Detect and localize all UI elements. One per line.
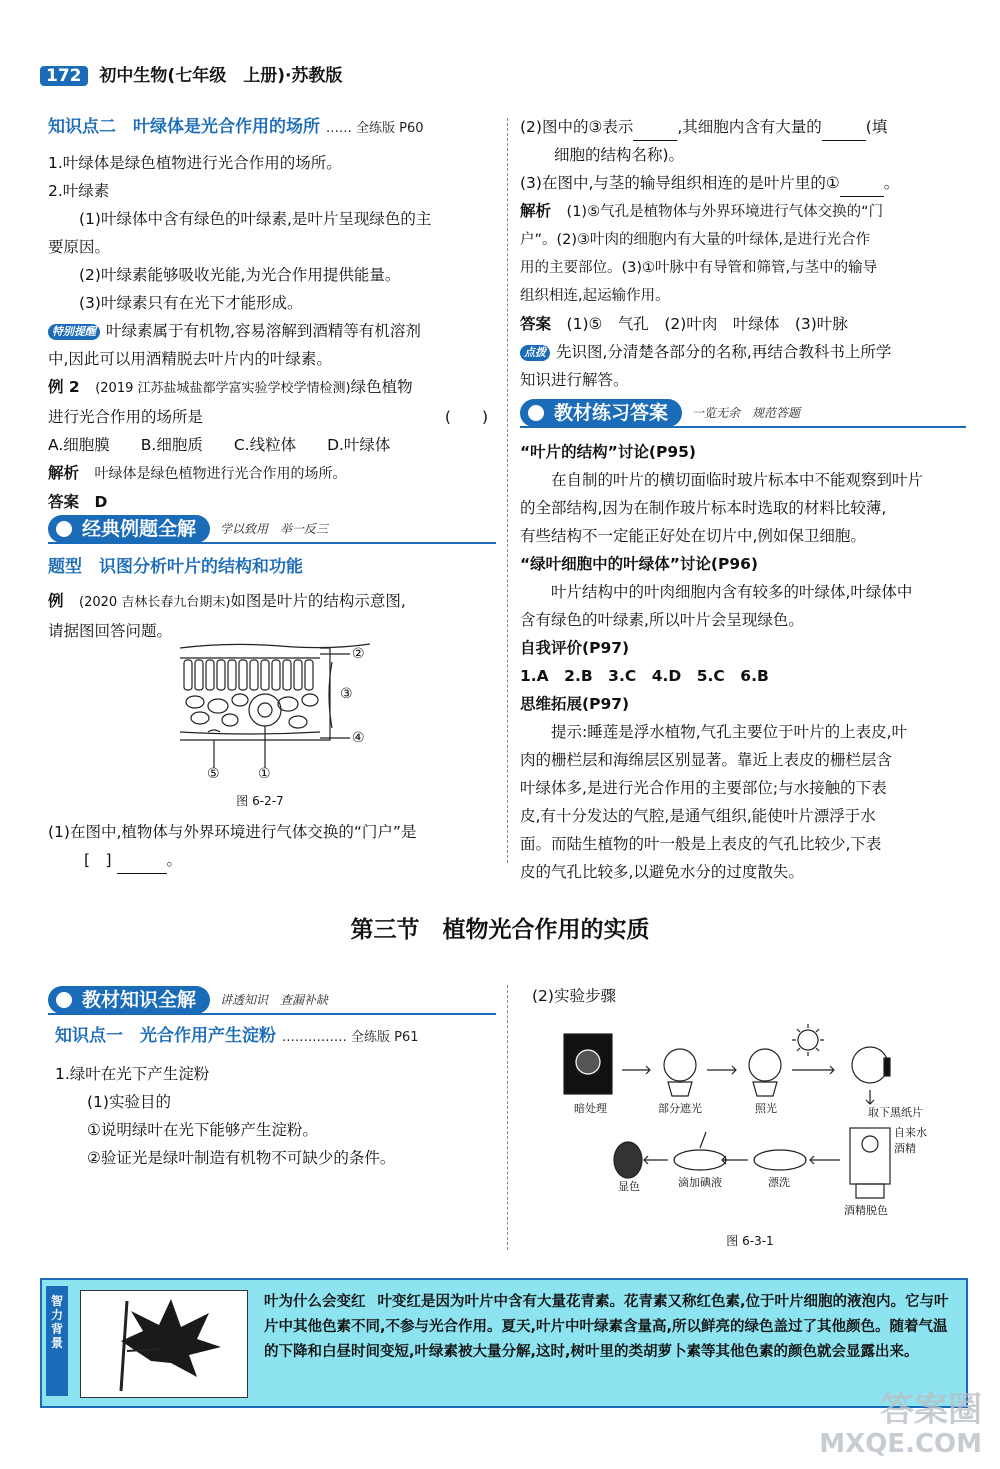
step-label-decolor: 酒精脱色 <box>844 1204 888 1217</box>
special-tip: 特别提醒 叶绿素属于有机物,容易溶解到酒精等有机溶剂 <box>48 317 498 345</box>
question-3: (3)在图中,与茎的输导组织相连的是叶片里的① 。 <box>520 169 965 197</box>
question-type-title: 题型 识图分析叶片的结构和功能 <box>48 557 303 577</box>
self-eval-title: 自我评价(P97) <box>520 639 630 657</box>
right-column <box>520 113 965 394</box>
step-label-light: 照光 <box>755 1102 777 1115</box>
knowledge-point-1-title: 知识点一 光合作用产生淀粉 …………… 全练版 P61 <box>55 1026 419 1046</box>
step-label-alcohol: 酒精 <box>894 1142 916 1155</box>
step-label-rinse: 漂洗 <box>768 1176 790 1189</box>
experiment-steps-diagram <box>550 1020 940 1225</box>
textbook-exercise-banner: 教材练习答案 一览无余 规范答题 <box>520 398 800 428</box>
analysis: 解析 (1)⑤气孔是植物体与外界环境进行气体交换的“门 <box>520 202 884 220</box>
fig-label-2: ② <box>352 646 365 662</box>
kp2-line-1: 1.叶绿体是绿色植物进行光合作用的场所。 <box>48 154 342 172</box>
self-eval-answers: 1.A 2.B 3.C 4.D 5.C 6.B <box>520 667 769 685</box>
side-tag: 智力背景 <box>46 1286 68 1396</box>
textbook-knowledge-banner: 教材知识全解 讲透知识 查漏补缺 <box>48 985 328 1015</box>
book-title: 初中生物(七年级 上册)·苏教版 <box>99 66 343 86</box>
figure-caption-631: 图 6-3-1 <box>726 1234 774 1248</box>
classic-examples-banner: 经典例题全解 学以致用 举一反三 <box>48 514 328 544</box>
kp2-line-2: 2.叶绿素 <box>48 182 110 200</box>
step-label-color: 显色 <box>618 1180 640 1193</box>
fig-label-3: ③ <box>340 686 353 702</box>
kp2-line-3b: 要原因。 <box>48 238 111 256</box>
question-2-cont: 细胞的结构名称)。 <box>554 146 685 164</box>
banner-underline <box>48 542 496 544</box>
example-2-question-cont: 进行光合作用的场所是 ( ) <box>48 408 488 426</box>
banner-underline <box>520 426 966 428</box>
discussion-1-title: “叶片的结构”讨论(P95) <box>520 443 696 461</box>
analysis-4: 组织相连,起运输作用。 <box>520 288 670 304</box>
question-2: (2)图中的③表示 ,其细胞内含有大量的 (填 <box>520 113 965 141</box>
background-knowledge-text: 叶为什么会变红 叶变红是因为叶片中含有大量花青素。花青素又称红色素,位于叶片细胞的液泡内。它与叶片中其他色素不同,不参与光合作用。夏天,叶片中叶绿素含量高,所以鲜亮的绿色盖过了其他颜色。随着气温的下降和白昼时间变短,叶绿素被大量分解,这时,树叶里的类胡萝卜素等其他色素的颜色就会显露出来。 <box>264 1294 949 1360</box>
fig-label-5: ⑤ <box>207 766 220 778</box>
knowledge-point-2-title: 知识点二 叶绿体是光合作用的场所 …… 全练版 P60 <box>48 117 424 137</box>
page-header <box>40 62 342 90</box>
analysis-2: 户”。(2)③叶肉的细胞内有大量的叶绿体,是进行光合作 <box>520 232 871 248</box>
column-divider-top <box>507 118 508 863</box>
example-2-analysis: 解析 叶绿体是绿色植物进行光合作用的场所。 <box>48 464 347 482</box>
step-label-partial-shade: 部分遮光 <box>658 1102 702 1115</box>
kp2-line-4: (2)叶绿素能够吸收光能,为光合作用提供能量。 <box>79 266 401 284</box>
dianbo-cont: 知识进行解答。 <box>520 371 629 389</box>
special-tip-tag: 特别提醒 <box>48 324 100 340</box>
step-label-tap-water: 自来水 <box>894 1126 927 1139</box>
step-label-iodine: 滴加碘液 <box>678 1176 722 1189</box>
analysis-3: 用的主要部位。(3)①叶脉中有导管和筛管,与茎中的输导 <box>520 260 878 276</box>
left-column-lower <box>48 553 498 645</box>
example-question: 例 (2020 吉林长春九台期末)如图是叶片的结构示意图, <box>48 592 406 610</box>
example-2-options: A.细胞膜 B.细胞质 C.线粒体 D.叶绿体 <box>48 436 391 454</box>
fig-label-4: ④ <box>352 730 365 746</box>
question-1: (1)在图中,植物体与外界环境进行气体交换的“门户”是 [ ] 。 <box>48 818 503 874</box>
kp2-line-3a: (1)叶绿体中含有绿色的叶绿素,是叶片呈现绿色的主 <box>79 210 432 228</box>
answer: 答案 (1)⑤ 气孔 (2)叶肉 叶绿体 (3)叶脉 <box>520 315 848 333</box>
left-column <box>48 113 498 516</box>
example-2-question: 例 2 (2019 江苏盐城盐都学富实验学校学情检测)绿色植物 <box>48 378 413 396</box>
example-question-cont: 请据图回答问题。 <box>48 622 173 640</box>
fig-label-1: ① <box>258 766 271 778</box>
maple-leaf-image <box>80 1290 248 1398</box>
leaf-structure-diagram <box>170 640 370 778</box>
section-title: 第三节 植物光合作用的实质 <box>350 917 650 943</box>
kp2-line-5: (3)叶绿素只有在光下才能形成。 <box>79 294 303 312</box>
figure-caption-627: 图 6-2-7 <box>236 794 284 808</box>
example-2-answer: 答案 D <box>48 493 108 511</box>
discussion-2-title: “绿叶细胞中的叶绿体”讨论(P96) <box>520 555 758 573</box>
step-label-remove-paper: 取下黑纸片 <box>868 1106 923 1119</box>
step-label-dark: 暗处理 <box>574 1102 607 1115</box>
steps-title: (2)实验步骤 <box>532 987 616 1005</box>
banner-underline <box>48 1013 496 1015</box>
thinking-title: 思维拓展(P97) <box>520 695 630 713</box>
column-divider-bottom <box>507 985 508 1250</box>
dianbo: 点拨 先识图,分清楚各部分的名称,再结合教科书上所学 <box>520 338 965 366</box>
section-left-content: 知识点一 光合作用产生淀粉 …………… 全练版 P61 1.绿叶在光下产生淀粉 (1)实验目的 ①说明绿叶在光下能够产生淀粉。 ②验证光是绿叶制造有机物不可缺少的条件。 <box>55 1022 500 1172</box>
page-number: 172 <box>40 66 88 86</box>
special-tip-cont: 中,因此可以用酒精脱去叶片内的叶绿素。 <box>48 350 332 368</box>
watermark: 答案圈 MXQE.COM <box>819 1390 982 1459</box>
exercise-answers: “叶片的结构”讨论(P95) 在自制的叶片的横切面临时玻片标本中不能观察到叶片 的全部结构,因为在制作玻片标本时选取的材料比较薄, 有些结构不一定能正好处在切片中,例如保卫细胞。 “绿叶细胞中的叶绿体”讨论(P96) 叶片结构中的叶肉细胞内含有较多的叶绿体,叶绿体中 含有绿色的叶绿素,所以叶片会呈现绿色。 自我评价(P97) 1.A 2.B 3.C 4.D 5.C 6.B 思维拓展(P97) 提示:睡莲是浮水植物,气孔主要位于叶片的上表皮,叶 肉的栅栏层和海绵层区别显著。靠近上表皮的栅栏层含 叶绿体多,是进行光合作用的主要部位;与水接触的下表 皮,有十分发达的气腔,是通气组织,能使叶片漂浮于水 面。而陆生植物的叶一般是上表皮的气孔比较少,下表 皮的气孔比较多,以避免水分的过度散失。 <box>520 438 965 886</box>
